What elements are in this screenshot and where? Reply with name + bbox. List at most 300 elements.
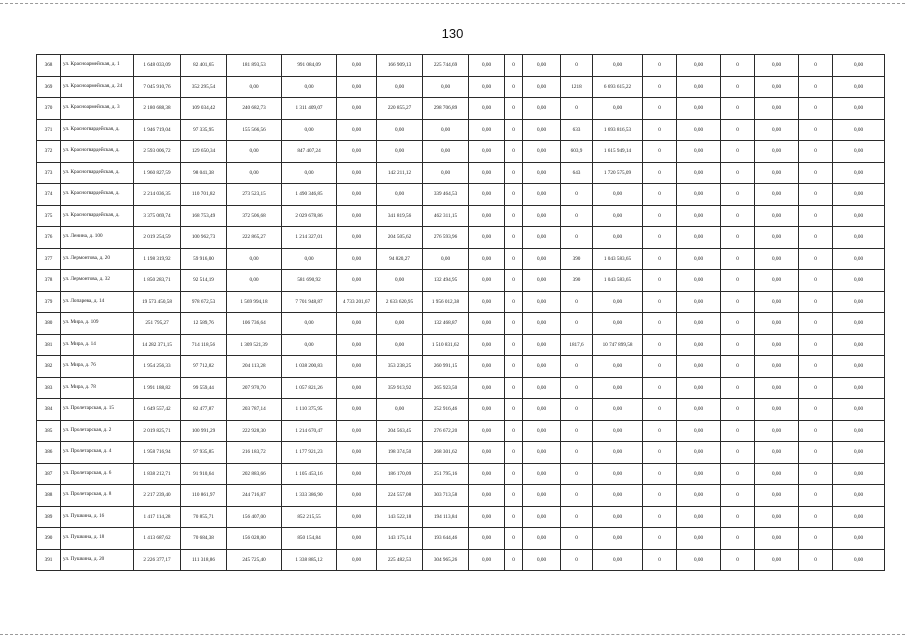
table-row xyxy=(37,184,885,206)
value-cell: 714 118,56 xyxy=(181,334,227,356)
value-cell: 0 xyxy=(799,442,833,464)
value-cell: 0,00 xyxy=(523,528,561,550)
value-cell: 1 720 575,09 xyxy=(593,162,643,184)
value-cell: 0,00 xyxy=(469,420,505,442)
value-cell: 1 214 670,47 xyxy=(282,420,337,442)
value-cell: 0 xyxy=(505,528,523,550)
value-cell: 1 311 409,07 xyxy=(282,98,337,120)
value-cell: 978 672,53 xyxy=(181,291,227,313)
value-cell: 0,00 xyxy=(523,334,561,356)
housing-register-table xyxy=(36,54,885,571)
value-cell: 0 xyxy=(561,399,593,421)
value-cell: 0,00 xyxy=(833,205,885,227)
value-cell: 97 935,85 xyxy=(181,442,227,464)
value-cell: 0,00 xyxy=(833,98,885,120)
value-cell: 0,00 xyxy=(833,227,885,249)
value-cell: 0 xyxy=(505,270,523,292)
scan-top-edge xyxy=(0,3,905,4)
value-cell: 106 736,64 xyxy=(227,313,282,335)
table-row xyxy=(37,248,885,270)
value-cell: 0,00 xyxy=(337,270,377,292)
value-cell: 0 xyxy=(721,184,755,206)
value-cell: 0,00 xyxy=(523,76,561,98)
value-cell: 0 xyxy=(799,227,833,249)
value-cell: 0,00 xyxy=(377,313,423,335)
value-cell: 0 xyxy=(643,227,677,249)
value-cell: 94 820,27 xyxy=(377,248,423,270)
value-cell: 0 xyxy=(561,485,593,507)
value-cell: 0 xyxy=(799,141,833,163)
value-cell: 198 374,50 xyxy=(377,442,423,464)
address-cell: ул. Лермонтова, д. 20 xyxy=(61,248,134,270)
value-cell: 0,00 xyxy=(833,528,885,550)
value-cell: 0,00 xyxy=(523,463,561,485)
value-cell: 0,00 xyxy=(755,399,799,421)
value-cell: 0,00 xyxy=(677,184,721,206)
value-cell: 0 xyxy=(643,162,677,184)
value-cell: 0,00 xyxy=(833,270,885,292)
value-cell: 0,00 xyxy=(677,76,721,98)
value-cell: 298 706,89 xyxy=(423,98,469,120)
value-cell: 0,00 xyxy=(523,141,561,163)
row-number-cell: 377 xyxy=(37,248,61,270)
value-cell: 0,00 xyxy=(833,162,885,184)
value-cell: 0 xyxy=(721,463,755,485)
value-cell: 156 028,80 xyxy=(227,528,282,550)
table-row xyxy=(37,119,885,141)
value-cell: 0 xyxy=(505,377,523,399)
value-cell: 0 xyxy=(643,313,677,335)
value-cell: 0 xyxy=(721,270,755,292)
value-cell: 0 xyxy=(505,334,523,356)
value-cell: 0 xyxy=(721,227,755,249)
value-cell: 12 589,76 xyxy=(181,313,227,335)
value-cell: 0 xyxy=(643,420,677,442)
address-cell: ул. Пушкина, д. 18 xyxy=(61,528,134,550)
value-cell: 98 041,38 xyxy=(181,162,227,184)
value-cell: 0 xyxy=(799,506,833,528)
value-cell: 0 xyxy=(643,119,677,141)
value-cell: 1 569 994,18 xyxy=(227,291,282,313)
row-number-cell: 382 xyxy=(37,356,61,378)
value-cell: 0 xyxy=(505,506,523,528)
value-cell: 0 xyxy=(643,248,677,270)
value-cell: 0,00 xyxy=(523,248,561,270)
value-cell: 0,00 xyxy=(755,270,799,292)
row-number-cell: 370 xyxy=(37,98,61,120)
value-cell: 0 xyxy=(721,399,755,421)
value-cell: 0,00 xyxy=(282,162,337,184)
value-cell: 0,00 xyxy=(337,227,377,249)
value-cell: 0,00 xyxy=(337,442,377,464)
value-cell: 0,00 xyxy=(677,248,721,270)
value-cell: 0 xyxy=(505,291,523,313)
value-cell: 0,00 xyxy=(469,506,505,528)
value-cell: 0,00 xyxy=(755,485,799,507)
value-cell: 1817,6 xyxy=(561,334,593,356)
value-cell: 1 333 386,90 xyxy=(282,485,337,507)
value-cell: 0,00 xyxy=(282,334,337,356)
value-cell: 1 960 827,59 xyxy=(134,162,181,184)
value-cell: 0 xyxy=(799,162,833,184)
value-cell: 0 xyxy=(561,356,593,378)
value-cell: 0,00 xyxy=(469,485,505,507)
value-cell: 0,00 xyxy=(677,377,721,399)
value-cell: 0,00 xyxy=(523,420,561,442)
value-cell: 0 xyxy=(505,485,523,507)
value-cell: 0,00 xyxy=(337,356,377,378)
value-cell: 0,00 xyxy=(523,442,561,464)
table-body xyxy=(37,55,885,571)
value-cell: 339 464,53 xyxy=(423,184,469,206)
value-cell: 2 226 377,17 xyxy=(134,549,181,571)
value-cell: 0,00 xyxy=(423,141,469,163)
value-cell: 0 xyxy=(643,76,677,98)
value-cell: 0,00 xyxy=(677,162,721,184)
row-number-cell: 378 xyxy=(37,270,61,292)
value-cell: 0,00 xyxy=(337,334,377,356)
value-cell: 0,00 xyxy=(523,506,561,528)
value-cell: 0,00 xyxy=(337,377,377,399)
table-row xyxy=(37,420,885,442)
value-cell: 359 913,92 xyxy=(377,377,423,399)
value-cell: 225 744,69 xyxy=(423,55,469,77)
row-number-cell: 384 xyxy=(37,399,61,421)
value-cell: 0 xyxy=(561,227,593,249)
value-cell: 245 725,40 xyxy=(227,549,282,571)
value-cell: 1 198 319,92 xyxy=(134,248,181,270)
value-cell: 273 523,15 xyxy=(227,184,282,206)
value-cell: 99 559,44 xyxy=(181,377,227,399)
value-cell: 194 113,84 xyxy=(423,506,469,528)
value-cell: 0 xyxy=(561,205,593,227)
table-row xyxy=(37,205,885,227)
value-cell: 0,00 xyxy=(469,334,505,356)
value-cell: 0,00 xyxy=(377,76,423,98)
value-cell: 0,00 xyxy=(593,399,643,421)
value-cell: 0 xyxy=(561,549,593,571)
value-cell: 244 716,87 xyxy=(227,485,282,507)
value-cell: 0,00 xyxy=(227,76,282,98)
address-cell: ул. Лермонтова, д. 32 xyxy=(61,270,134,292)
table-row xyxy=(37,377,885,399)
table-row xyxy=(37,356,885,378)
value-cell: 0,00 xyxy=(833,399,885,421)
value-cell: 0,00 xyxy=(423,248,469,270)
value-cell: 0 xyxy=(799,313,833,335)
value-cell: 0 xyxy=(721,162,755,184)
value-cell: 0,00 xyxy=(677,141,721,163)
value-cell: 0,00 xyxy=(677,98,721,120)
value-cell: 193 644,46 xyxy=(423,528,469,550)
value-cell: 0,00 xyxy=(423,119,469,141)
value-cell: 0,00 xyxy=(523,313,561,335)
row-number-cell: 376 xyxy=(37,227,61,249)
value-cell: 0 xyxy=(721,313,755,335)
value-cell: 0,00 xyxy=(677,506,721,528)
value-cell: 0,00 xyxy=(755,119,799,141)
value-cell: 0,00 xyxy=(593,356,643,378)
value-cell: 0,00 xyxy=(523,399,561,421)
value-cell: 0,00 xyxy=(833,356,885,378)
address-cell: ул. Мира, д. 14 xyxy=(61,334,134,356)
value-cell: 222 865,27 xyxy=(227,227,282,249)
value-cell: 0,00 xyxy=(677,291,721,313)
value-cell: 0 xyxy=(643,55,677,77)
value-cell: 82 401,65 xyxy=(181,55,227,77)
value-cell: 0,00 xyxy=(755,313,799,335)
value-cell: 0,00 xyxy=(523,227,561,249)
value-cell: 0,00 xyxy=(523,549,561,571)
table-row xyxy=(37,334,885,356)
value-cell: 0 xyxy=(799,55,833,77)
row-number-cell: 391 xyxy=(37,549,61,571)
address-cell: ул. Мира, д. 109 xyxy=(61,313,134,335)
value-cell: 0,00 xyxy=(755,76,799,98)
value-cell: 372 506,68 xyxy=(227,205,282,227)
value-cell: 0 xyxy=(799,248,833,270)
address-cell: ул. Красноармейская, д. 24 xyxy=(61,76,134,98)
value-cell: 97 712,82 xyxy=(181,356,227,378)
row-number-cell: 369 xyxy=(37,76,61,98)
value-cell: 0,00 xyxy=(469,184,505,206)
value-cell: 1 958 716,94 xyxy=(134,442,181,464)
value-cell: 0 xyxy=(561,313,593,335)
value-cell: 0,00 xyxy=(755,334,799,356)
value-cell: 0,00 xyxy=(755,205,799,227)
table-row xyxy=(37,485,885,507)
value-cell: 0,00 xyxy=(833,119,885,141)
value-cell: 0 xyxy=(643,506,677,528)
value-cell: 0 xyxy=(505,162,523,184)
value-cell: 110 861,97 xyxy=(181,485,227,507)
value-cell: 0,00 xyxy=(593,313,643,335)
value-cell: 0,00 xyxy=(677,313,721,335)
value-cell: 0 xyxy=(721,55,755,77)
value-cell: 0,00 xyxy=(337,506,377,528)
value-cell: 0,00 xyxy=(282,248,337,270)
value-cell: 0,00 xyxy=(523,119,561,141)
value-cell: 1 413 687,62 xyxy=(134,528,181,550)
value-cell: 0,00 xyxy=(593,184,643,206)
value-cell: 0 xyxy=(505,119,523,141)
table-row xyxy=(37,291,885,313)
value-cell: 14 282 371,15 xyxy=(134,334,181,356)
value-cell: 1 991 188,82 xyxy=(134,377,181,399)
value-cell: 0,00 xyxy=(337,184,377,206)
value-cell: 0,00 xyxy=(469,227,505,249)
value-cell: 0,00 xyxy=(337,162,377,184)
value-cell: 0 xyxy=(643,485,677,507)
value-cell: 276 593,96 xyxy=(423,227,469,249)
value-cell: 0,00 xyxy=(677,442,721,464)
value-cell: 0 xyxy=(799,399,833,421)
value-cell: 97 335,95 xyxy=(181,119,227,141)
value-cell: 0,00 xyxy=(755,506,799,528)
value-cell: 204 563,45 xyxy=(377,420,423,442)
value-cell: 166 909,13 xyxy=(377,55,423,77)
row-number-cell: 390 xyxy=(37,528,61,550)
table-row xyxy=(37,549,885,571)
table-row xyxy=(37,162,885,184)
value-cell: 0,00 xyxy=(227,248,282,270)
value-cell: 132 468,87 xyxy=(423,313,469,335)
value-cell: 156 407,00 xyxy=(227,506,282,528)
value-cell: 0 xyxy=(505,442,523,464)
value-cell: 207 970,70 xyxy=(227,377,282,399)
value-cell: 0,00 xyxy=(337,485,377,507)
value-cell: 0,00 xyxy=(677,485,721,507)
value-cell: 0 xyxy=(561,528,593,550)
value-cell: 0,00 xyxy=(377,270,423,292)
value-cell: 0 xyxy=(561,291,593,313)
value-cell: 0,00 xyxy=(755,184,799,206)
row-number-cell: 388 xyxy=(37,485,61,507)
value-cell: 0,00 xyxy=(677,528,721,550)
row-number-cell: 386 xyxy=(37,442,61,464)
value-cell: 110 701,82 xyxy=(181,184,227,206)
value-cell: 202 883,66 xyxy=(227,463,282,485)
value-cell: 70 855,71 xyxy=(181,506,227,528)
address-cell: ул. Мира, д. 78 xyxy=(61,377,134,399)
value-cell: 91 910,64 xyxy=(181,463,227,485)
value-cell: 0,00 xyxy=(227,270,282,292)
value-cell: 0 xyxy=(505,227,523,249)
value-cell: 2 214 036,35 xyxy=(134,184,181,206)
value-cell: 268 301,62 xyxy=(423,442,469,464)
value-cell: 276 672,20 xyxy=(423,420,469,442)
value-cell: 0,00 xyxy=(755,227,799,249)
value-cell: 0,00 xyxy=(677,463,721,485)
value-cell: 1218 xyxy=(561,76,593,98)
value-cell: 252 916,46 xyxy=(423,399,469,421)
value-cell: 0 xyxy=(505,76,523,98)
address-cell: ул. Пролетарская, д. 15 xyxy=(61,399,134,421)
address-cell: ул. Мира, д. 76 xyxy=(61,356,134,378)
value-cell: 0,00 xyxy=(833,248,885,270)
row-number-cell: 383 xyxy=(37,377,61,399)
table-row xyxy=(37,227,885,249)
value-cell: 0 xyxy=(561,55,593,77)
value-cell: 0 xyxy=(799,270,833,292)
value-cell: 19 573 450,58 xyxy=(134,291,181,313)
value-cell: 643 xyxy=(561,162,593,184)
value-cell: 181 893,53 xyxy=(227,55,282,77)
value-cell: 0,00 xyxy=(677,334,721,356)
value-cell: 0,00 xyxy=(833,485,885,507)
value-cell: 1 417 114,28 xyxy=(134,506,181,528)
value-cell: 2 019 825,71 xyxy=(134,420,181,442)
value-cell: 0,00 xyxy=(227,141,282,163)
value-cell: 0,00 xyxy=(833,549,885,571)
address-cell: ул. Красногвардейская, д. xyxy=(61,205,134,227)
value-cell: 0,00 xyxy=(593,98,643,120)
value-cell: 0,00 xyxy=(593,528,643,550)
value-cell: 0 xyxy=(505,184,523,206)
value-cell: 111 318,86 xyxy=(181,549,227,571)
value-cell: 0,00 xyxy=(469,377,505,399)
value-cell: 0 xyxy=(721,549,755,571)
table-row xyxy=(37,76,885,98)
value-cell: 0 xyxy=(643,141,677,163)
value-cell: 251 795,27 xyxy=(134,313,181,335)
address-cell: ул. Пушкина, д. 20 xyxy=(61,549,134,571)
value-cell: 0 xyxy=(721,356,755,378)
value-cell: 0,00 xyxy=(593,227,643,249)
table-row xyxy=(37,55,885,77)
value-cell: 1 038 200,83 xyxy=(282,356,337,378)
value-cell: 2 019 254,59 xyxy=(134,227,181,249)
value-cell: 1 850 283,71 xyxy=(134,270,181,292)
value-cell: 1 177 921,23 xyxy=(282,442,337,464)
value-cell: 0 xyxy=(799,119,833,141)
value-cell: 0,00 xyxy=(282,313,337,335)
value-cell: 168 753,49 xyxy=(181,205,227,227)
value-cell: 1 110 375,95 xyxy=(282,399,337,421)
scan-bottom-edge xyxy=(0,634,905,635)
value-cell: 143 175,14 xyxy=(377,528,423,550)
value-cell: 3 375 069,74 xyxy=(134,205,181,227)
value-cell: 0,00 xyxy=(227,162,282,184)
value-cell: 0,00 xyxy=(755,377,799,399)
value-cell: 0,00 xyxy=(677,549,721,571)
value-cell: 2 633 620,95 xyxy=(377,291,423,313)
value-cell: 0 xyxy=(505,98,523,120)
value-cell: 603,9 xyxy=(561,141,593,163)
value-cell: 0 xyxy=(799,205,833,227)
value-cell: 0,00 xyxy=(593,420,643,442)
value-cell: 0,00 xyxy=(282,119,337,141)
value-cell: 0,00 xyxy=(593,291,643,313)
value-cell: 304 965,26 xyxy=(423,549,469,571)
value-cell: 1 615 949,14 xyxy=(593,141,643,163)
address-cell: ул. Красноармейская, д. 1 xyxy=(61,55,134,77)
value-cell: 132 494,95 xyxy=(423,270,469,292)
row-number-cell: 381 xyxy=(37,334,61,356)
table-row xyxy=(37,98,885,120)
value-cell: 0,00 xyxy=(377,334,423,356)
row-number-cell: 371 xyxy=(37,119,61,141)
value-cell: 581 690,92 xyxy=(282,270,337,292)
value-cell: 0,00 xyxy=(337,205,377,227)
value-cell: 7 045 910,76 xyxy=(134,76,181,98)
value-cell: 0 xyxy=(561,184,593,206)
value-cell: 0,00 xyxy=(337,119,377,141)
value-cell: 852 215,55 xyxy=(282,506,337,528)
value-cell: 0 xyxy=(721,248,755,270)
value-cell: 0,00 xyxy=(523,98,561,120)
value-cell: 0 xyxy=(505,205,523,227)
value-cell: 0,00 xyxy=(833,420,885,442)
value-cell: 1 309 521,39 xyxy=(227,334,282,356)
value-cell: 0 xyxy=(643,442,677,464)
value-cell: 0 xyxy=(561,377,593,399)
value-cell: 0,00 xyxy=(337,528,377,550)
value-cell: 0,00 xyxy=(677,55,721,77)
value-cell: 0,00 xyxy=(337,98,377,120)
value-cell: 1 649 557,42 xyxy=(134,399,181,421)
value-cell: 1 043 583,65 xyxy=(593,270,643,292)
value-cell: 0,00 xyxy=(523,184,561,206)
value-cell: 0,00 xyxy=(423,162,469,184)
value-cell: 0,00 xyxy=(423,76,469,98)
value-cell: 1 214 327,01 xyxy=(282,227,337,249)
value-cell: 0 xyxy=(721,98,755,120)
address-cell: ул. Пролетарская, д. 8 xyxy=(61,485,134,507)
value-cell: 260 991,15 xyxy=(423,356,469,378)
value-cell: 0 xyxy=(643,270,677,292)
value-cell: 0,00 xyxy=(377,141,423,163)
